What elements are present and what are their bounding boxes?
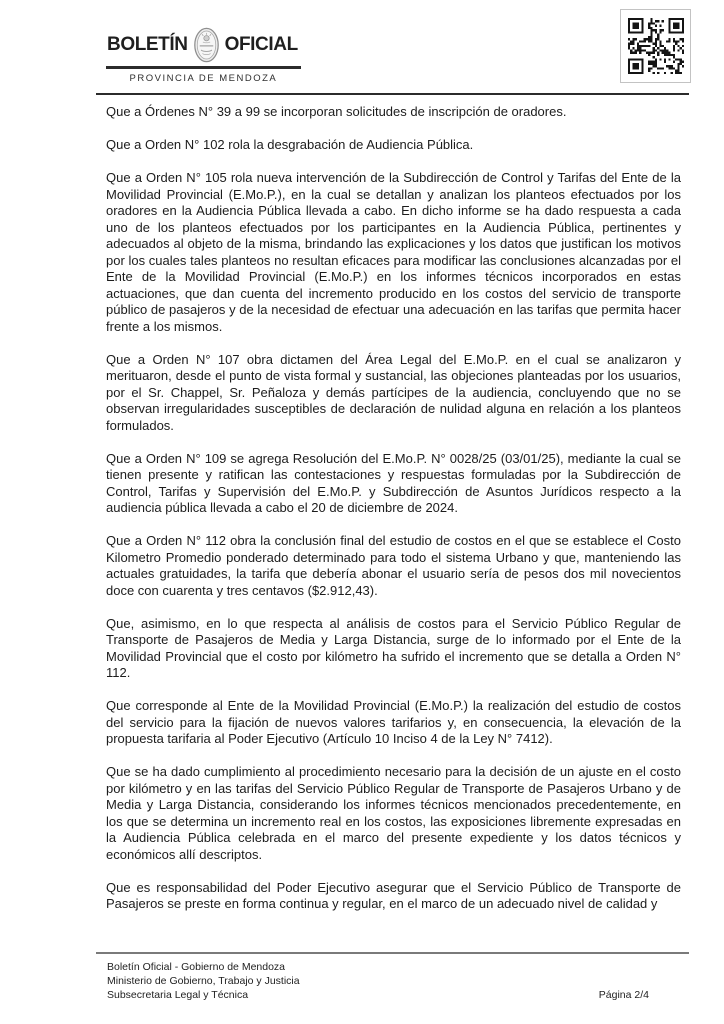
paragraph: Que es responsabilidad del Poder Ejecutivo asegurar que el Servicio Público de Transporte de Pasajeros se preste en forma continua y regular, en el marco de un adecuado nivel de calidad y	[106, 879, 681, 911]
paragraph: Que a Orden N° 105 rola nueva intervención de la Subdirección de Control y Tarifas del Ente de la Movilidad Provincial (E.Mo.P.), en la cual se detallan y analizan los planteos efectuados por los oradores en la Audiencia Pública llevada a cabo. En dicho informe se ha dado respuesta a cada uno de los planteos efectuados por los participantes en la Audiencia Pública, pertinentes y adecuados al objeto de la misma, brindando las explicaciones y los datos que justifican los motivos por los cuales tales planteos no resultan eficaces para modificar las conclusiones alcanzadas por el Ente de la Movilidad Provincial (E.Mo.P.) en los informes técnicos incorporados en estas actuaciones, que dan cuenta del incremento producido en los costos del servicio de transporte público de pasajeros y de la necesidad de efectuar una adecuación en las tarifas que permita hacer frente a los mismos.	[106, 170, 681, 334]
page-footer	[107, 960, 689, 1002]
paragraph: Que corresponde al Ente de la Movilidad Provincial (E.Mo.P.) la realización del estudio de costos del servicio para la fijación de nuevos valores tarifarios y, en consecuencia, la elevación de la propuesta tarifaria al Poder Ejecutivo (Artículo 10 Inciso 4 de la Ley N° 7412).	[106, 698, 681, 746]
document-body	[106, 104, 681, 929]
footer-organization	[107, 960, 300, 1002]
logo-subtitle: PROVINCIA DE MENDOZA	[129, 73, 278, 84]
footer-line-subsecretaria: Subsecretaria Legal y Técnica	[107, 989, 249, 1001]
paragraph: Que se ha dado cumplimiento al procedimiento necesario para la decisión de un ajuste en el costo por kilómetro y en las tarifas del Servicio Público Regular de Transporte de Pasajeros Urbano y de Media y Larga Distancia, considerando los informes técnicos mencionados precedentemente, en los que se determina un incremento real en los costos, las exposiciones libremente expresadas en la Audiencia Pública celebrada en el marco del presente expediente y los datos técnicos y económicos allí descriptos.	[106, 764, 681, 862]
qr-code	[620, 9, 691, 83]
paragraph: Que a Orden N° 107 obra dictamen del Área Legal del E.Mo.P. en el cual se analizaron y merituaron, desde el punto de vista formal y sustancial, las objeciones planteadas por los usuarios, por el Sr. Chappel, Sr. Peñaloza y demás partícipes de la audiencia, concluyendo que no se observan irregularidades susceptibles de declaración de nulidad alguna en relación a los planteos formulados.	[106, 351, 681, 433]
paragraph: Que a Órdenes N° 39 a 99 se incorporan solicitudes de inscripción de oradores.	[106, 104, 567, 119]
page-number: Página 2/4	[598, 989, 649, 1001]
paragraph: Que a Orden N° 112 obra la conclusión final del estudio de costos en el que se establece el Costo Kilometro Promedio ponderado determinado para todo el sistema Urbano y que, manteniendo las actuales gratuidades, la tarifa que debería abonar el usuario sería de pesos dos mil novecientos doce con cuarenta y tres centavos ($2.912,43).	[106, 533, 681, 598]
footer-divider	[96, 952, 689, 954]
header-divider	[96, 93, 689, 95]
footer-line-gobierno: Boletín Oficial - Gobierno de Mendoza	[107, 961, 286, 973]
paragraph: Que, asimismo, en lo que respecta al análisis de costos para el Servicio Público Regular de Transporte de Pasajeros de Media y Larga Distancia, surge de lo informado por el Ente de la Movilidad Provincial que el costo por kilómetro ha sufrido el incremento que se detalla a Orden N° 112.	[106, 615, 681, 680]
logo-title-row	[106, 27, 301, 69]
footer-line-ministerio: Ministerio de Gobierno, Trabajo y Justicia	[107, 975, 300, 987]
boletin-oficial-logo	[106, 27, 301, 84]
paragraph: Que a Orden N° 102 rola la desgrabación de Audiencia Pública.	[106, 137, 474, 152]
logo-word-boletin: BOLETÍN	[107, 34, 188, 55]
logo-word-oficial: OFICIAL	[224, 34, 298, 55]
mendoza-coat-of-arms-icon	[193, 27, 220, 63]
paragraph: Que a Orden N° 109 se agrega Resolución del E.Mo.P. N° 0028/25 (03/01/25), mediante la cual se tienen presente y ratifican las contestaciones y respuestas formuladas por la Subdirección de Control, Tarifas y Supervisión del E.Mo.P. y Subdirección de Asuntos Jurídicos respecto a la audiencia pública llevada a cabo el 20 de diciembre de 2024.	[106, 450, 681, 515]
